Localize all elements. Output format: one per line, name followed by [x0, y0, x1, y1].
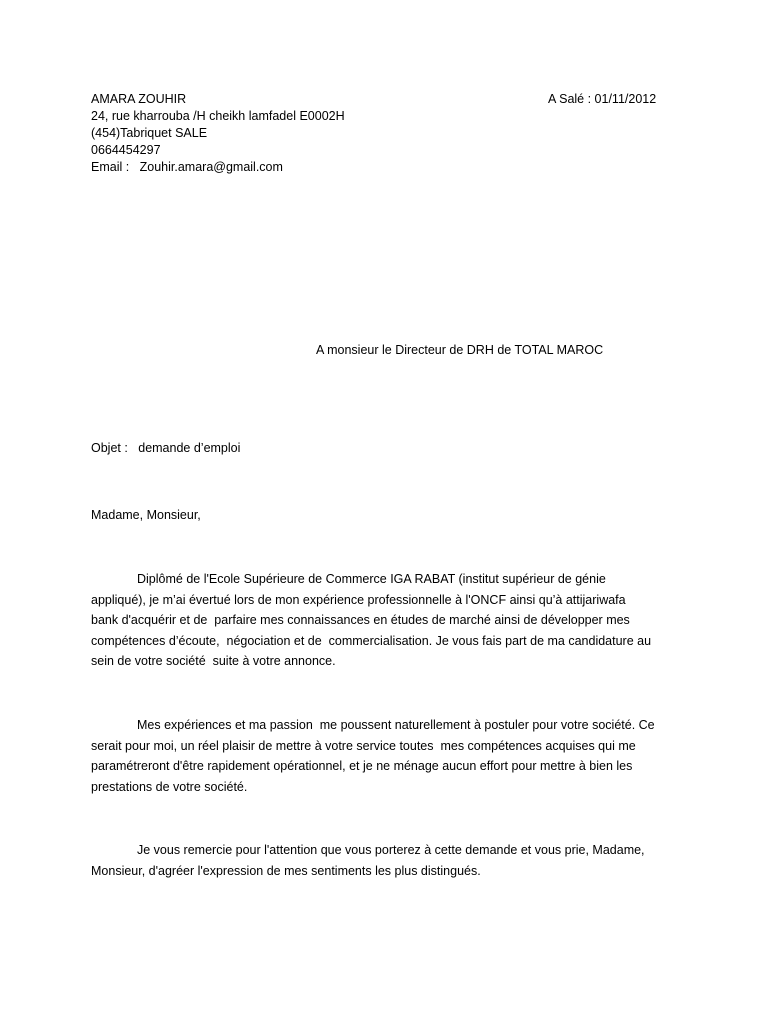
paragraph-line: appliqué), je m’ai évertué lors de mon expérience professionnelle à l'ONCF ainsi qu’à attijariwafa	[91, 592, 626, 607]
paragraph-line: paramétreront d'être rapidement opérationnel, et je ne ménage aucun effort pour mettre à bien les	[91, 759, 633, 773]
body-paragraph	[91, 569, 691, 672]
sender-phone: 0664454297	[91, 143, 161, 157]
sender-name: AMARA ZOUHIR	[91, 92, 187, 106]
paragraph-line: Diplômé de l'Ecole Supérieure de Commerce IGA RABAT (institut supérieur de génie	[137, 572, 606, 586]
paragraph-line: Mes expériences et ma passion me poussent naturellement à postuler pour votre société. Ce	[137, 718, 655, 732]
place-and-date: A Salé : 01/11/2012	[548, 92, 657, 106]
recipient-line: A monsieur le Directeur de DRH de TOTAL MAROC	[316, 343, 604, 357]
sender-city: (454)Tabriquet SALE	[91, 126, 208, 140]
paragraph-line: bank d'acquérir et de parfaire mes connaissances en études de marché ainsi de développer mes	[91, 613, 630, 627]
sender-street-address: 24, rue kharrouba /H cheikh lamfadel E0002H	[91, 109, 345, 123]
paragraph-line: Monsieur, d'agréer l'expression de mes sentiments les plus distingués.	[91, 863, 481, 878]
closing-paragraph	[91, 840, 691, 881]
salutation: Madame, Monsieur,	[91, 508, 201, 522]
paragraph-line: compétences d’écoute, négociation et de commercialisation. Je vous fais part de ma candidature au	[91, 633, 652, 648]
paragraph-line: serait pour moi, un réel plaisir de mettre à votre service toutes mes compétences acquises qui me	[91, 738, 636, 753]
paragraph-line: sein de votre société suite à votre annonce.	[91, 654, 336, 668]
sender-email: Email : Zouhir.amara@gmail.com	[91, 160, 283, 174]
paragraph-line: prestations de votre société.	[91, 779, 248, 794]
subject-line: Objet : demande d’emploi	[91, 441, 241, 455]
body-paragraph	[91, 715, 691, 797]
paragraph-line: Je vous remercie pour l'attention que vous porterez à cette demande et vous prie, Madame,	[137, 843, 645, 857]
